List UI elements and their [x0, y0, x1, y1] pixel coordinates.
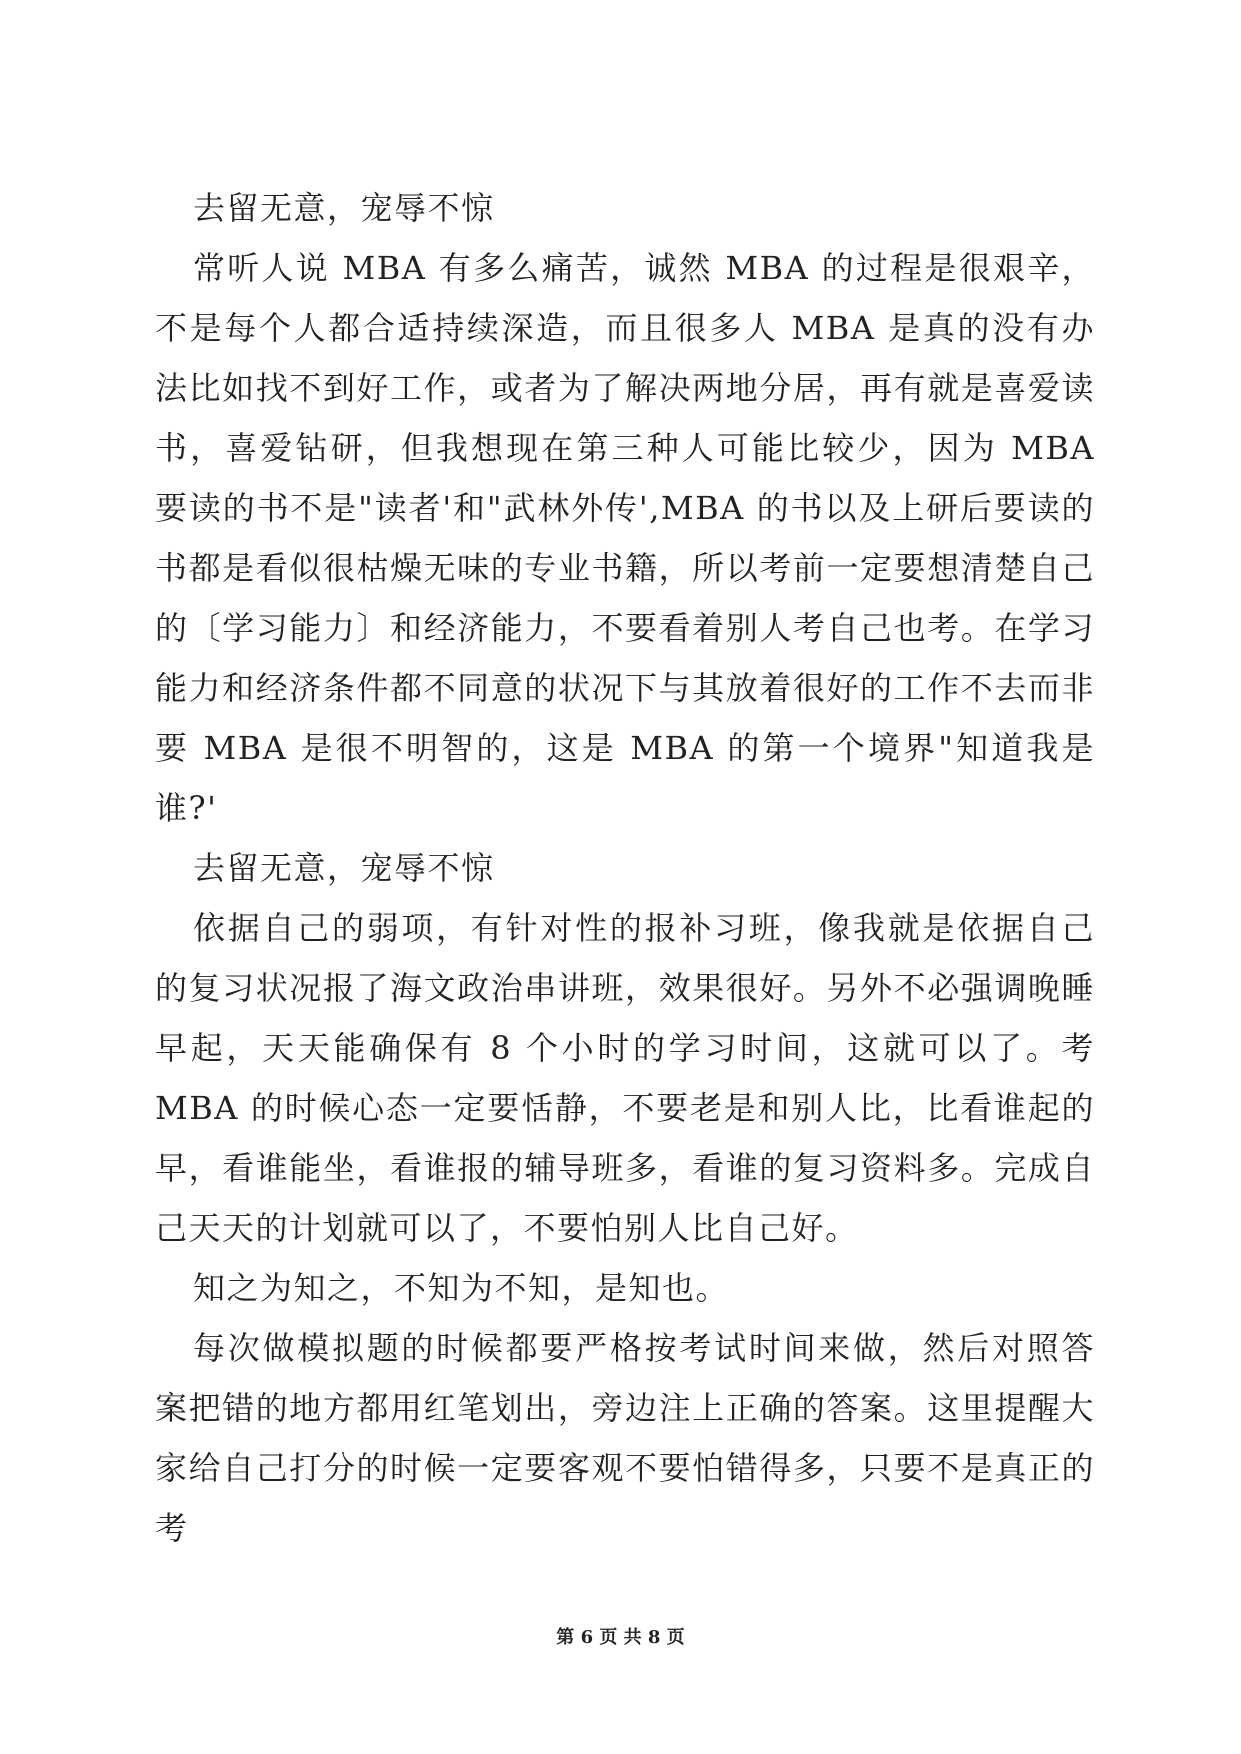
- body-paragraph: 每次做模拟题的时候都要严格按考试时间来做，然后对照答案把错的地方都用红笔划出，旁边注上正确的答案。这里提醒大家给自己打分的时候一定要客观不要怕错得多，只要不是真正的考: [155, 1329, 1095, 1547]
- body-paragraph: 依据自己的弱项，有针对性的报补习班，像我就是依据自己的复习状况报了海文政治串讲班，效果很好。另外不必强调晚睡早起，天天能确保有 8 个小时的学习时间，这就可以了。考 MBA 的时候心态一定要恬静，不要老是和别人比，比看谁起的早，看谁能坐，看谁报的辅导班多，看谁的复习资料多。完成自己天天的计划就可以了，不要怕别人比自己好。: [155, 909, 1095, 1247]
- section-heading: 知之为知之，不知为不知，是知也。: [193, 1269, 730, 1307]
- body-paragraph: 常听人说 MBA 有多么痛苦，诚然 MBA 的过程是很艰辛，不是每个人都合适持续深造，而且很多人 MBA 是真的没有办法比如找不到好工作，或者为了解决两地分居，再有就是喜爱读书，喜爱钻研，但我想现在第三种人可能比较少，因为 MBA 要读的书不是"读者'和"武林外传',MBA 的书以及上研后要读的书都是看似很枯燥无味的专业书籍，所以考前一定要想清楚自己的〔学习能力〕和经济能力，不要看着别人考自己也考。在学习能力和经济条件都不同意的状况下与其放着很好的工作不去而非要 MBA 是很不明智的，这是 MBA 的第一个境界"知道我是谁?': [155, 249, 1095, 827]
- page-number-footer: 第 6 页 共 8 页: [556, 1627, 685, 1648]
- document-body: [155, 178, 1095, 1558]
- section-heading: 去留无意，宠辱不惊: [193, 849, 495, 887]
- section-heading: 去留无意，宠辱不惊: [193, 189, 495, 227]
